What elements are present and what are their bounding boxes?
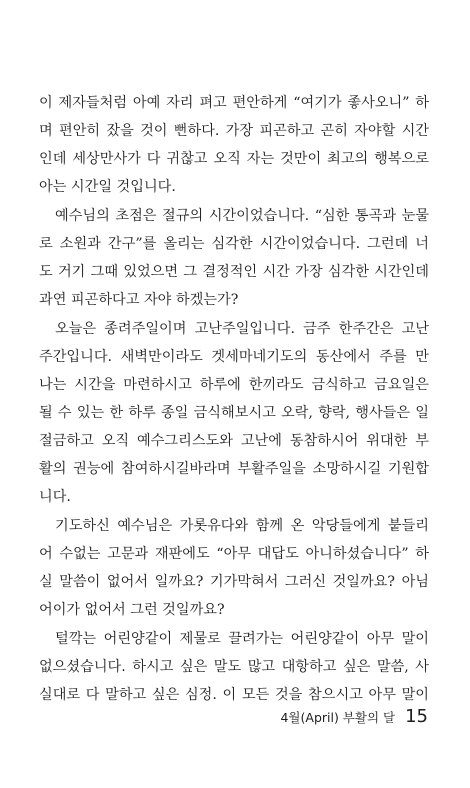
text-line: 활의 권능에 참여하시길바라며 부활주일을 소망하시길 기원합 <box>39 461 429 477</box>
running-head: 4월(April) 부활의 달 <box>280 710 396 725</box>
text-line: 주간입니다. 새벽만이라도 겟세마네기도의 동산에서 주를 만 <box>39 349 429 365</box>
text-line: 털깍는 어린양같이 제물로 끌려가는 어린양같이 아무 말이 <box>55 631 429 647</box>
text-line: 니다. <box>39 489 71 505</box>
page-footer <box>280 706 428 730</box>
text-line: 아는 시간일 것입니다. <box>39 179 176 195</box>
text-line: 절금하고 오직 예수그리스도와 고난에 동참하시어 위대한 부 <box>39 433 429 449</box>
text-line: 될 수 있는 한 하루 종일 금식해보시고 오락, 향락, 행사들은 일 <box>39 405 429 421</box>
text-line: 과연 피곤하다고 자야 하겠는가? <box>39 292 239 308</box>
page-number: 15 <box>405 706 428 727</box>
text-line: 기도하신 예수님은 가롯유다와 함께 온 악당들에게 붙들리 <box>55 518 429 534</box>
text-line: 없으셨습니다. 하시고 싶은 말도 많고 대항하고 싶은 말씀, 사 <box>39 659 429 675</box>
text-line: 오늘은 종려주일이며 고난주일입니다. 금주 한주간은 고난 <box>55 321 429 337</box>
text-line: 실 말씀이 없어서 일까요? 기가막혀서 그러신 것일까요? 아님 <box>39 574 429 590</box>
text-line: 도 거기 그때 있었으면 그 결정적인 시간 가장 심각한 시간인데 <box>39 264 429 280</box>
text-line: 실대로 다 말하고 싶은 심정. 이 모든 것을 참으시고 아무 말이 <box>39 687 429 703</box>
text-line: 예수님의 초점은 절규의 시간이었습니다. “심한 통곡과 눈물 <box>55 208 429 224</box>
text-line: 이 제자들처럼 아예 자리 펴고 편안하게 “여기가 좋사오니” 하 <box>39 95 429 111</box>
text-line: 어이가 없어서 그런 것일까요? <box>39 602 225 618</box>
text-line: 로 소원과 간구”를 올리는 심각한 시간이었습니다. 그런데 너 <box>39 236 429 252</box>
text-line: 나는 시간을 마련하시고 하루에 한끼라도 금식하고 금요일은 <box>39 377 429 393</box>
text-line: 며 편안히 잤을 것이 뻔하다. 가장 피곤하고 곤히 자야할 시간 <box>39 123 429 139</box>
text-line: 어 수없는 고문과 재판에도 “아무 대답도 아니하셨습니다” 하 <box>39 546 429 562</box>
text-line: 인데 세상만사가 다 귀찮고 오직 자는 것만이 최고의 행복으로 <box>39 151 429 167</box>
